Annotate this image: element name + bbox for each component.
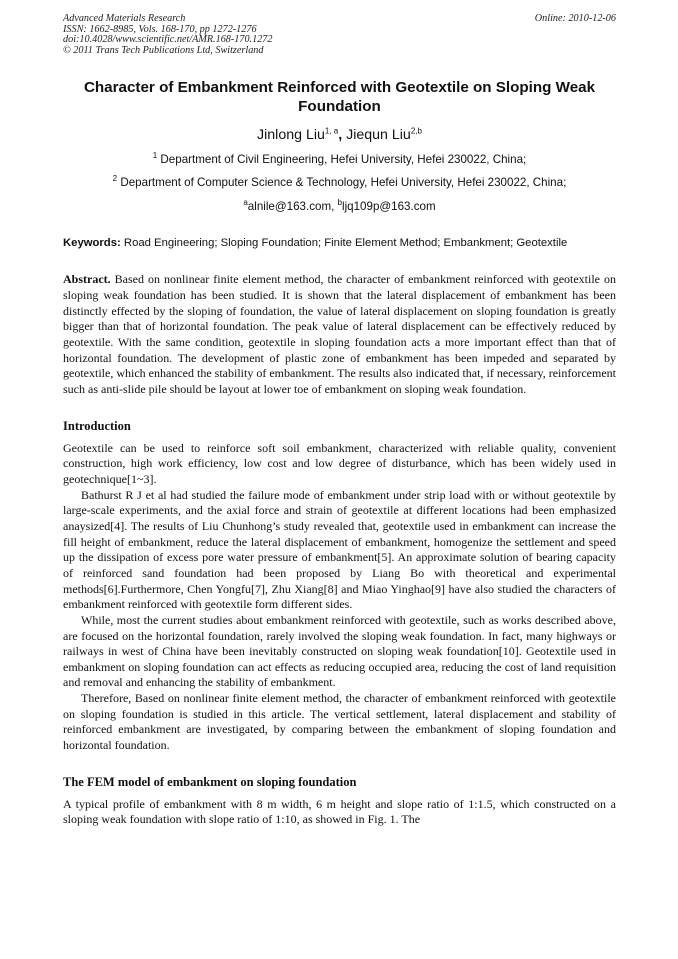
affiliation-2-text: Department of Computer Science & Technology, Hefei University, Hefei 230022, China; [120, 176, 567, 190]
affiliation-1 [63, 153, 616, 167]
author-2-sup: 2,b [410, 126, 422, 136]
author-2: Jiequn Liu [346, 127, 411, 144]
intro-paragraph-1: Geotextile can be used to reinforce soft soil embankment, characterized with reliable quality, convenient construction, high work efficiency, low cost and low degree of disturbance, which has been widely used in geotechnique[1~3]. [63, 440, 616, 486]
email-a[interactable]: alnile@163.com, [247, 200, 338, 214]
copyright-line: © 2011 Trans Tech Publications Ltd, Switzerland [63, 44, 264, 56]
intro-paragraph-4: Therefore, Based on nonlinear finite element method, the character of embankment reinforced with geotextile on sloping foundation is studied in this article. The vertical settlement, lateral displacement and stability of reinforced embankment are investigated, by comparing between the embankment of sloping foundation and horizontal foundation. [63, 691, 616, 753]
affiliation-1-sup: 1 [152, 151, 158, 161]
keywords-label: Keywords: [63, 237, 121, 250]
affiliation-2 [63, 176, 616, 190]
author-line [63, 126, 616, 144]
author-separator: , [338, 127, 343, 144]
keywords-text: Road Engineering; Sloping Foundation; Finite Element Method; Embankment; Geotextile [120, 237, 568, 250]
online-date: Online: 2010-12-06 [534, 13, 616, 24]
fem-model-heading: The FEM model of embankment on sloping foundation [63, 774, 357, 789]
intro-paragraph-2: Bathurst R J et al had studied the failure mode of embankment under strip load with or without geotextile by large-scale experiments, and the axial force and strain of geotextile at different locations had been emphasized anaysized[4]. The results of Liu Chunhong’s study revealed that, geotextile used in embankment can increase the fill height of embankment, reduce the lateral displacement of embankment, homogenize the settlement and speed up the dissipation of excess pore water pressure of embankment[5]. An approximate solution of bearing capacity of reinforced sand foundation had been proposed by Liang Bo with theoretical and experimental methods[6].Furthermore, Chen Yongfu[7], Zhu Xiang[8] and Miao Yinghao[9] have also studied the characters of embankment reinforced with geotextile form different sides. [63, 487, 616, 612]
author-1: Jinlong Liu [257, 127, 325, 144]
journal-header [63, 14, 616, 56]
abstract-text: Based on nonlinear finite element method, the character of embankment reinforced with geotextile on sloping weak foundation has been studied. It is shown that the lateral displacement of embankment has been distinctly effected by the sloping of foundation, the value of lateral displacement on sloping foundation is greatly bigger than that of horizontal foundation. The peak value of lateral displacement can be effectively reduced by geotextile. With the same condition, geotextile in sloping foundation acts a more important effect than that of horizontal foundation. The development of plastic zone of embankment has been impeded and separated by geotextile, which enhanced the stability of embankment. The results also indicated that, if necessary, reinforcement such as anti-slide pile should be layout at lower toe of embankment on sloping weak foundation. [63, 272, 616, 396]
email-b-sup: b [337, 198, 342, 208]
abstract-block [63, 272, 616, 397]
intro-paragraph-3: While, most the current studies about embankment reinforced with geotextile, such as works described above, are focused on the horizontal foundation, rarely involved the sloping weak foundation. In fact, many highways or railways in west of China have been inevitably constructed on sloping weak foundation[10]. Geotextile used in embankment on sloping foundation can act effects as reducing occupied area, reducing the cost of land requisition and removal and enhancing the stability of embankment. [63, 612, 616, 690]
issn-line: ISSN: 1662-8985, Vols. 168-170, pp 1272-1276 [63, 23, 257, 35]
email-b[interactable]: ljq109p@163.com [342, 200, 436, 214]
fem-paragraph-1: A typical profile of embankment with 8 m width, 6 m height and slope ratio of 1:1.5, which constructed on a sloping weak foundation with slope ratio of 1:10, as showed in Fig. 1. The [63, 796, 616, 827]
keywords-block [63, 236, 616, 250]
email-a-sup: a [243, 198, 248, 208]
email-line [63, 200, 616, 214]
journal-name: Advanced Materials Research [63, 13, 186, 24]
introduction-heading: Introduction [63, 418, 131, 433]
doi-line: doi:10.4028/www.scientific.net/AMR.168-170.1272 [63, 34, 273, 46]
paper-title: Character of Embankment Reinforced with Geotextile on Sloping Weak Foundation [83, 79, 596, 116]
abstract-label: Abstract. [63, 272, 111, 287]
affiliation-1-text: Department of Civil Engineering, Hefei University, Hefei 230022, China; [160, 153, 527, 167]
affiliation-2-sup: 2 [112, 174, 118, 184]
author-1-sup: 1, a [324, 126, 339, 136]
